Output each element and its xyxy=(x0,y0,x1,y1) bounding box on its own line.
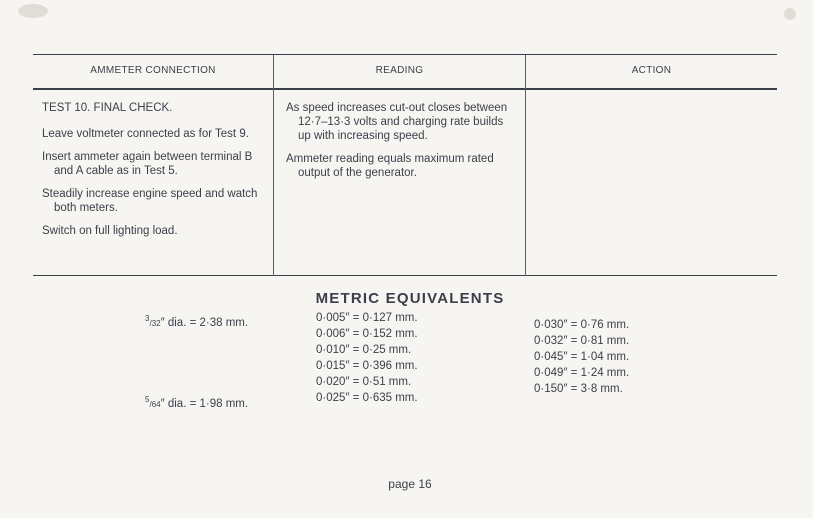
connection-step-3: Steadily increase engine speed and watch both meters. xyxy=(42,188,258,214)
metric-equivalents-title: METRIC EQUIVALENTS xyxy=(315,290,505,307)
paper-stain-top-left xyxy=(18,4,48,18)
header-ammeter-connection: AMMETER CONNECTION xyxy=(90,65,216,76)
reading-para-1: As speed increases cut-out closes between 12·7–13·3 volts and charging rate builds up with increasing speed. xyxy=(286,102,508,142)
paper-stain-top-right xyxy=(784,8,796,20)
metric-item: 0·025″ = 0·635 mm. xyxy=(316,392,418,404)
fraction-row-2: $^5$/64″ dia. = 1·98 mm. xyxy=(145,395,249,410)
fraction-value: ″ dia. = 2·38 mm. xyxy=(160,316,249,329)
metric-item: 0·150″ = 3·8 mm. xyxy=(534,383,623,395)
metric-item: 0·032″ = 0·81 mm. xyxy=(534,335,630,347)
metric-column-3 xyxy=(534,318,629,398)
connection-step-4: Switch on full lighting load. xyxy=(42,225,178,237)
metric-item: 0·030″ = 0·76 mm. xyxy=(534,319,630,331)
fraction-denominator: 32 xyxy=(151,318,161,328)
metric-column-2 xyxy=(316,311,418,407)
metric-item: 0·015″ = 0·396 mm. xyxy=(316,360,418,372)
fraction-denominator: 64 xyxy=(151,399,161,409)
fraction-row-1: $^3$/32″ dia. = 2·38 mm. xyxy=(145,314,249,329)
metric-item: 0·010″ = 0·25 mm. xyxy=(316,344,412,356)
connection-step-1: Leave voltmeter connected as for Test 9. xyxy=(42,128,249,140)
table-header-rule xyxy=(33,88,777,90)
fraction-numerator: 5 xyxy=(145,395,150,404)
metric-item: 0·049″ = 1·24 mm. xyxy=(534,367,630,379)
page-number: page 16 xyxy=(388,477,432,491)
metric-item: 0·005″ = 0·127 mm. xyxy=(316,312,418,324)
table-top-rule xyxy=(33,54,777,55)
fraction-value: ″ dia. = 1·98 mm. xyxy=(160,397,249,410)
metric-item: 0·006″ = 0·152 mm. xyxy=(316,328,418,340)
metric-item: 0·045″ = 1·04 mm. xyxy=(534,351,630,363)
metric-item: 0·020″ = 0·51 mm. xyxy=(316,376,412,388)
fraction-numerator: 3 xyxy=(145,314,150,323)
reading-para-2: Ammeter reading equals maximum rated output of the generator. xyxy=(286,153,494,179)
header-action: ACTION xyxy=(631,65,672,76)
column-divider-2 xyxy=(525,55,526,276)
connection-step-2: Insert ammeter again between terminal B and A cable as in Test 5. xyxy=(42,151,253,177)
reading-column xyxy=(286,101,518,189)
connection-column xyxy=(42,101,264,247)
header-reading: READING xyxy=(375,65,424,76)
test-heading: TEST 10. FINAL CHECK. xyxy=(42,102,173,114)
column-divider-1 xyxy=(273,55,274,276)
table-bottom-rule xyxy=(33,275,777,276)
